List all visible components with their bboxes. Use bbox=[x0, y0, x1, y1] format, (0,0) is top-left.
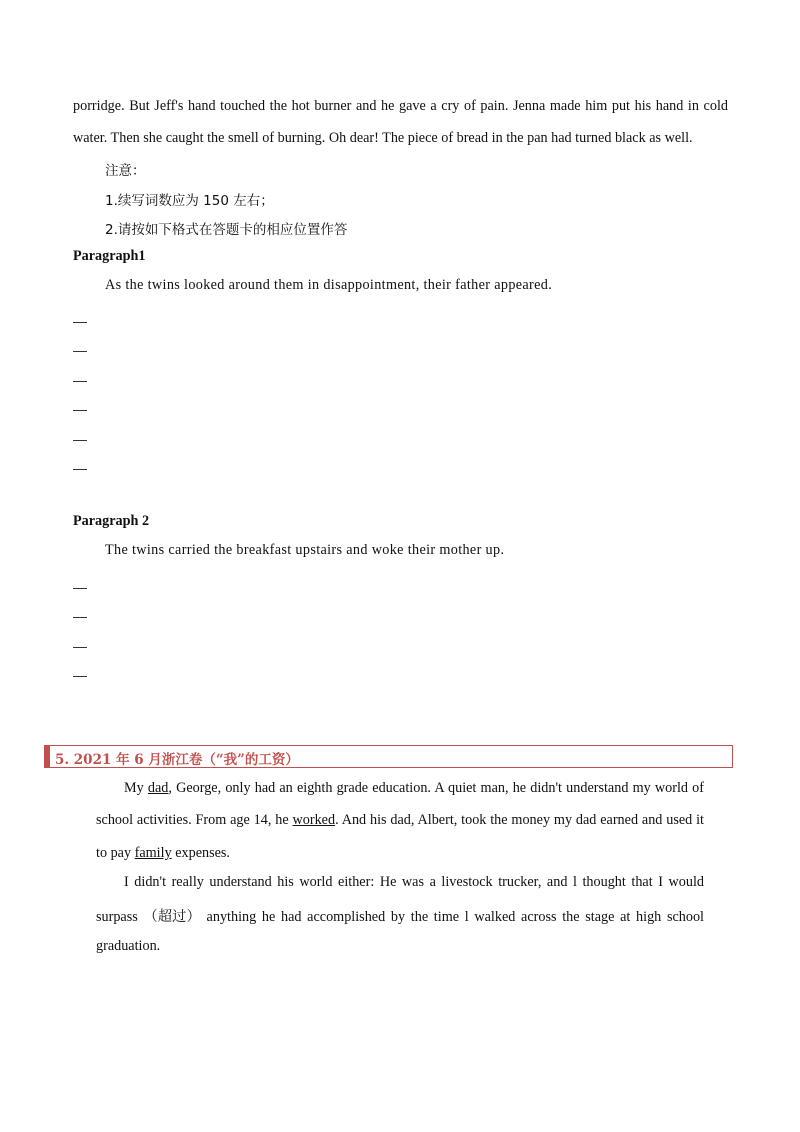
answer-blank-line bbox=[73, 588, 87, 589]
section-title: 5. 2021 年 6 月浙江卷（“我”的工资） bbox=[55, 752, 299, 768]
underlined-word: dad bbox=[147, 780, 169, 796]
story-line: graduation. bbox=[96, 938, 161, 954]
notes-title: 注意： bbox=[105, 163, 146, 179]
answer-blank-line bbox=[73, 381, 87, 382]
story-line: I didn't really understand his world either: He was a livestock trucker, and l thought that I would bbox=[124, 874, 704, 890]
underlined-word: family bbox=[134, 845, 172, 861]
story-text: My bbox=[124, 780, 148, 796]
paragraph1-heading: Paragraph1 bbox=[73, 248, 146, 264]
story-text: . And his dad, Albert, took the money my dad earned and used it bbox=[335, 812, 704, 828]
story-text: to pay bbox=[96, 845, 135, 861]
notes-item: 2.请按如下格式在答题卡的相应位置作答 bbox=[105, 222, 348, 238]
section-accent-bar bbox=[45, 746, 50, 767]
story-text: school activities. From age 14, he bbox=[96, 812, 293, 828]
answer-blank-line bbox=[73, 617, 87, 618]
answer-blank-line bbox=[73, 469, 87, 470]
answer-blank-line bbox=[73, 676, 87, 677]
paragraph1-sentence: As the twins looked around them in disappointment, their father appeared. bbox=[105, 277, 553, 293]
paragraph2-sentence: The twins carried the breakfast upstairs and woke their mother up. bbox=[105, 542, 505, 558]
story-line: surpass （超过） anything he had accomplished by the time l walked across the stage at high school bbox=[96, 909, 704, 925]
answer-blank-line bbox=[73, 440, 87, 441]
story-line bbox=[96, 812, 704, 829]
answer-blank-line bbox=[73, 322, 87, 323]
answer-blank-line bbox=[73, 351, 87, 352]
passage-line: water. Then she caught the smell of burning. Oh dear! The piece of bread in the pan had turned black as well. bbox=[73, 130, 693, 146]
passage-line: porridge. But Jeff's hand touched the hot burner and he gave a cry of pain. Jenna made him put his hand in cold bbox=[73, 98, 728, 114]
story-text: expenses. bbox=[171, 845, 230, 861]
section-header bbox=[44, 745, 733, 768]
underlined-word: worked bbox=[292, 812, 336, 828]
paragraph2-heading: Paragraph 2 bbox=[73, 513, 150, 529]
answer-blank-line bbox=[73, 647, 87, 648]
story-line bbox=[124, 780, 704, 797]
story-text: , George, only had an eighth grade education. A quiet man, he didn't understand my world of bbox=[168, 780, 704, 796]
answer-blank-line bbox=[73, 410, 87, 411]
story-line bbox=[96, 845, 230, 862]
notes-item: 1.续写词数应为 150 左右； bbox=[105, 193, 274, 209]
